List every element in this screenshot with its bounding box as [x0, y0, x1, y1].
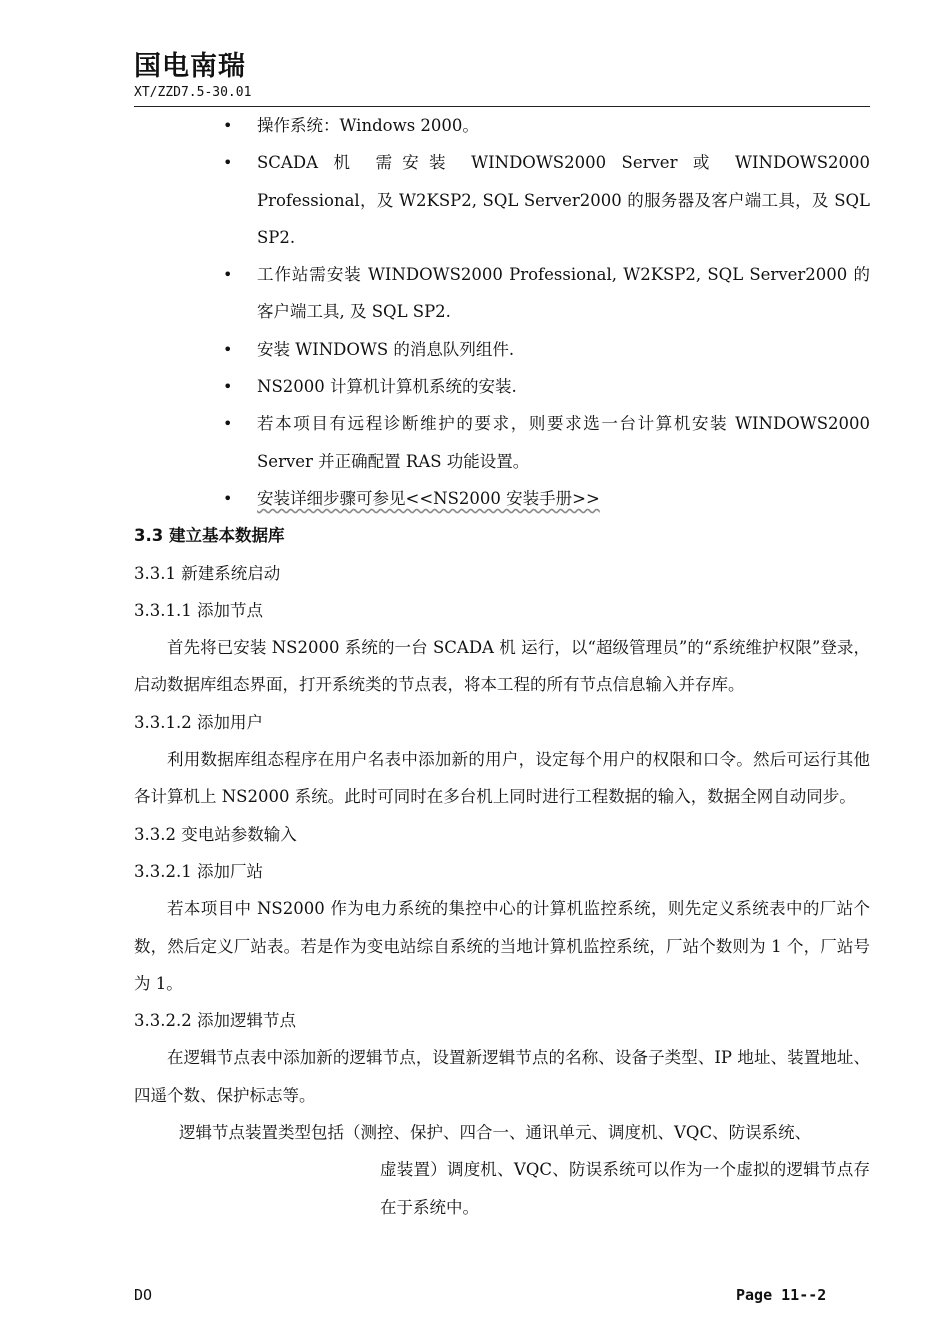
paragraph-node-types-line1: 逻辑节点装置类型包括（测控、保护、四合一、通讯单元、调度机、VQC、防误系统、	[179, 1123, 812, 1143]
list-item: • NS2000 计算机计算机系统的安装.	[134, 368, 870, 405]
section-heading-3-3-1: 3.3.1 新建系统启动	[134, 563, 281, 583]
paragraph-add-user: 利用数据库组态程序在用户名表中添加新的用户，设定每个用户的权限和口令。然后可运行其他各计算机上 NS2000 系统。此时可同时在多台机上同时进行工程数据的输入，数据全网自动同步。	[134, 750, 870, 807]
list-item: • SCADA 机 需安装 WINDOWS2000 Server 或 WINDOWS2000 Professional，及 W2KSP2, SQL Server2000 的服务器及客户端工具，及 SQL SP2.	[134, 144, 870, 256]
section-heading-3-3-2-1: 3.3.2.1 添加厂站	[134, 861, 263, 881]
paragraph-add-node: 首先将已安装 NS2000 系统的一台 SCADA 机 运行，以“超级管理员”的“系统维护权限”登录，启动数据库组态界面，打开系统类的节点表，将本工程的所有节点信息输入并存库。	[134, 638, 870, 695]
bullet-icon: •	[223, 265, 233, 285]
paragraph-add-logic-node: 在逻辑节点表中添加新的逻辑节点，设置新逻辑节点的名称、设备子类型、IP 地址、装置地址、四遥个数、保护标志等。	[134, 1048, 870, 1105]
company-brand: 国电南瑞	[134, 51, 246, 82]
bullet-icon: •	[223, 339, 233, 359]
bullet-icon: •	[223, 414, 233, 434]
section-heading-3-3-1-2: 3.3.1.2 添加用户	[134, 712, 263, 732]
document-code: XT/ZZD7.5-30.01	[134, 85, 252, 100]
bullet-icon: •	[223, 116, 233, 135]
section-heading-3-3-2-2: 3.3.2.2 添加逻辑节点	[134, 1011, 296, 1031]
section-heading-3-3-1-1: 3.3.1.1 添加节点	[134, 600, 263, 620]
list-item: • 若本项目有远程诊断维护的要求，则要求选一台计算机安装 WINDOWS2000 Server 并正确配置 RAS 功能设置。	[134, 405, 870, 480]
paragraph-node-types-continued: 虚装置）调度机、VQC、防误系统可以作为一个虚拟的逻辑节点存在于系统中。	[380, 1160, 870, 1217]
page-number: Page 11--2	[736, 1286, 827, 1304]
document-body	[134, 107, 870, 1226]
list-item: • 操作系统：Windows 2000。	[134, 107, 870, 144]
list-item: • 工作站需安装 WINDOWS2000 Professional, W2KSP2, SQL Server2000 的客户端工具, 及 SQL SP2.	[134, 256, 870, 331]
bullet-icon: •	[223, 377, 233, 397]
requirements-list	[134, 107, 870, 517]
bullet-icon: •	[223, 153, 233, 173]
install-manual-reference: 安装详细步骤可参见<<NS2000 安装手册>>	[257, 488, 600, 508]
section-heading-3-3-2: 3.3.2 变电站参数输入	[134, 824, 297, 844]
list-item: • 安装 WINDOWS 的消息队列组件.	[134, 331, 870, 368]
paragraph-add-station: 若本项目中 NS2000 作为电力系统的集控中心的计算机监控系统，则先定义系统表中的厂站个数，然后定义厂站表。若是作为变电站综自系统的当地计算机监控系统，厂站个数则为 1 个，厂站号为 1。	[134, 899, 870, 993]
bullet-icon: •	[223, 488, 233, 508]
footer-left-label: DO	[134, 1286, 153, 1304]
section-heading-3-3: 3.3 建立基本数据库	[134, 526, 285, 546]
list-item	[134, 480, 870, 517]
